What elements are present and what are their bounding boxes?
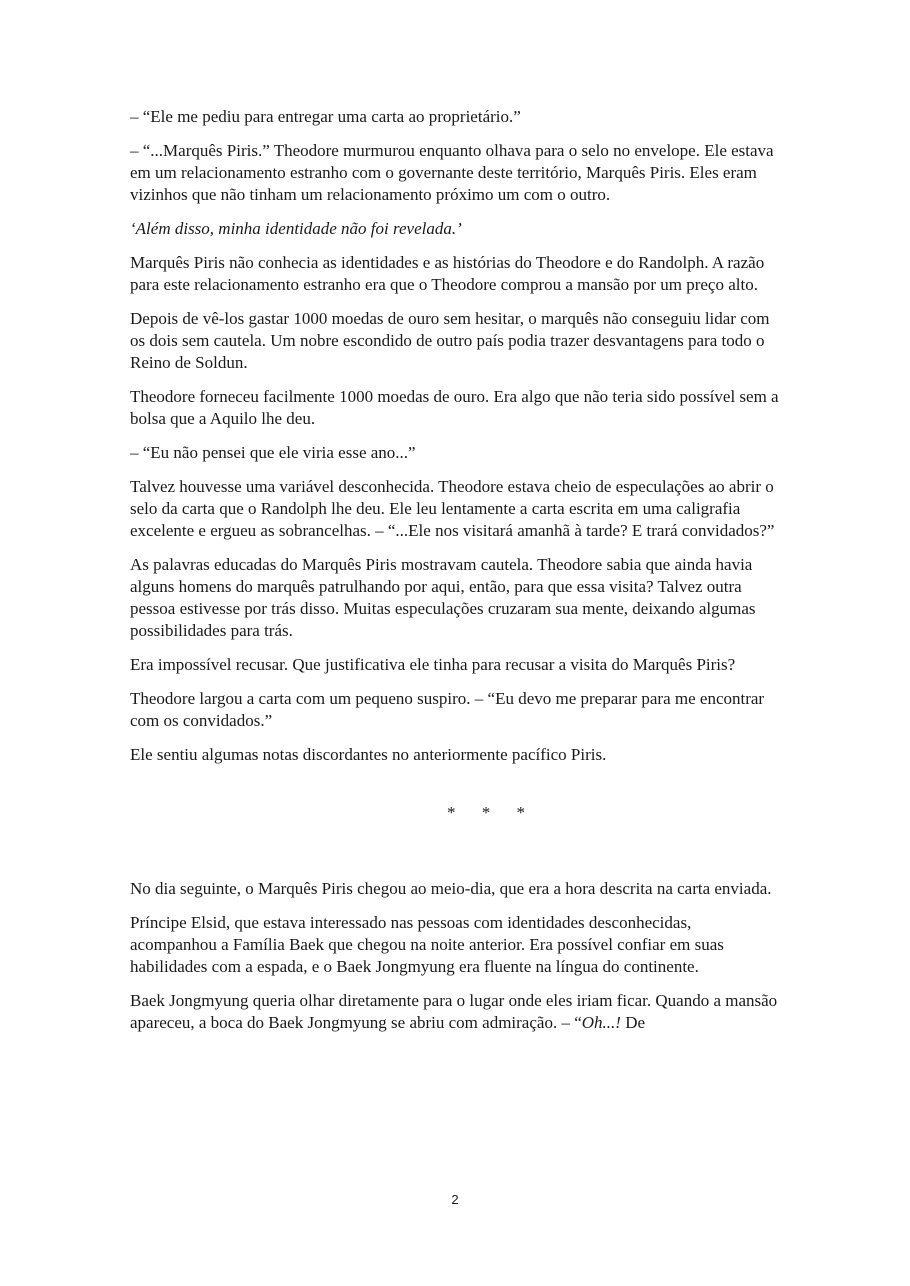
paragraph-10: Era impossível recusar. Que justificativa ele tinha para recusar a visita do Marquês Piris? <box>130 655 736 674</box>
paragraph-6: Theodore forneceu facilmente 1000 moedas de ouro. Era algo que não teria sido possível sem a bolsa que a Aquilo lhe deu. <box>130 387 779 428</box>
paragraph-14: Príncipe Elsid, que estava interessado nas pessoas com identidades desconhecidas, acompanhou a Família Baek que chegou na noite anterior. Era possível confiar em suas habilidades com a espada, e o Baek Jongmyung era fluente na língua do continente. <box>130 913 724 976</box>
paragraph-5: Depois de vê-los gastar 1000 moedas de ouro sem hesitar, o marquês não conseguiu lidar com os dois sem cautela. Um nobre escondido de outro país podia trazer desvantagens para todo o Reino de Soldun. <box>130 309 770 372</box>
scene-separator: * * * <box>447 803 525 822</box>
paragraph-15-text: Baek Jongmyung queria olhar diretamente para o lugar onde eles iriam ficar. Quando a mansão apareceu, a boca do Baek Jongmyung se abriu com admiração. – “ <box>130 991 778 1032</box>
paragraph-12: Ele sentiu algumas notas discordantes no anteriormente pacífico Piris. <box>130 745 607 764</box>
paragraph-3-thought: ‘Além disso, minha identidade não foi revelada.’ <box>130 219 462 238</box>
paragraph-4: Marquês Piris não conhecia as identidades e as histórias do Theodore e do Randolph. A razão para este relacionamento estranho era que o Theodore comprou a mansão por um preço alto. <box>130 253 765 294</box>
paragraph-2: – “...Marquês Piris.” Theodore murmurou enquanto olhava para o selo no envelope. Ele estava em um relacionamento estranho com o governante deste território, Marquês Piris. Eles eram vizinhos que não tinham um relacionamento próximo um com o outro. <box>130 141 774 204</box>
page-number: 2 <box>451 1192 459 1207</box>
paragraph-15-exclamation: Oh...! <box>581 1013 621 1032</box>
paragraph-7: – “Eu não pensei que ele viria esse ano...” <box>130 443 416 462</box>
paragraph-15-end: De <box>620 1013 646 1032</box>
paragraph-13: No dia seguinte, o Marquês Piris chegou ao meio-dia, que era a hora descrita na carta enviada. <box>130 879 772 898</box>
paragraph-15 <box>130 990 782 1034</box>
page-body <box>130 106 782 1046</box>
paragraph-1: – “Ele me pediu para entregar uma carta ao proprietário.” <box>130 107 521 126</box>
paragraph-8: Talvez houvesse uma variável desconhecida. Theodore estava cheio de especulações ao abrir o selo da carta que o Randolph lhe deu. Ele leu lentamente a carta escrita em uma caligrafia excelente e ergueu as sobrancelhas. – “...Ele nos visitará amanhã à tarde? E trará convidados?” <box>130 477 775 540</box>
paragraph-9: As palavras educadas do Marquês Piris mostravam cautela. Theodore sabia que ainda havia alguns homens do marquês patrulhando por aqui, então, para que essa visita? Talvez outra pessoa estivesse por trás disso. Muitas especulações cruzaram sua mente, deixando algumas possibilidades para trás. <box>130 555 756 640</box>
paragraph-11: Theodore largou a carta com um pequeno suspiro. – “Eu devo me preparar para me encontrar com os convidados.” <box>130 689 765 730</box>
